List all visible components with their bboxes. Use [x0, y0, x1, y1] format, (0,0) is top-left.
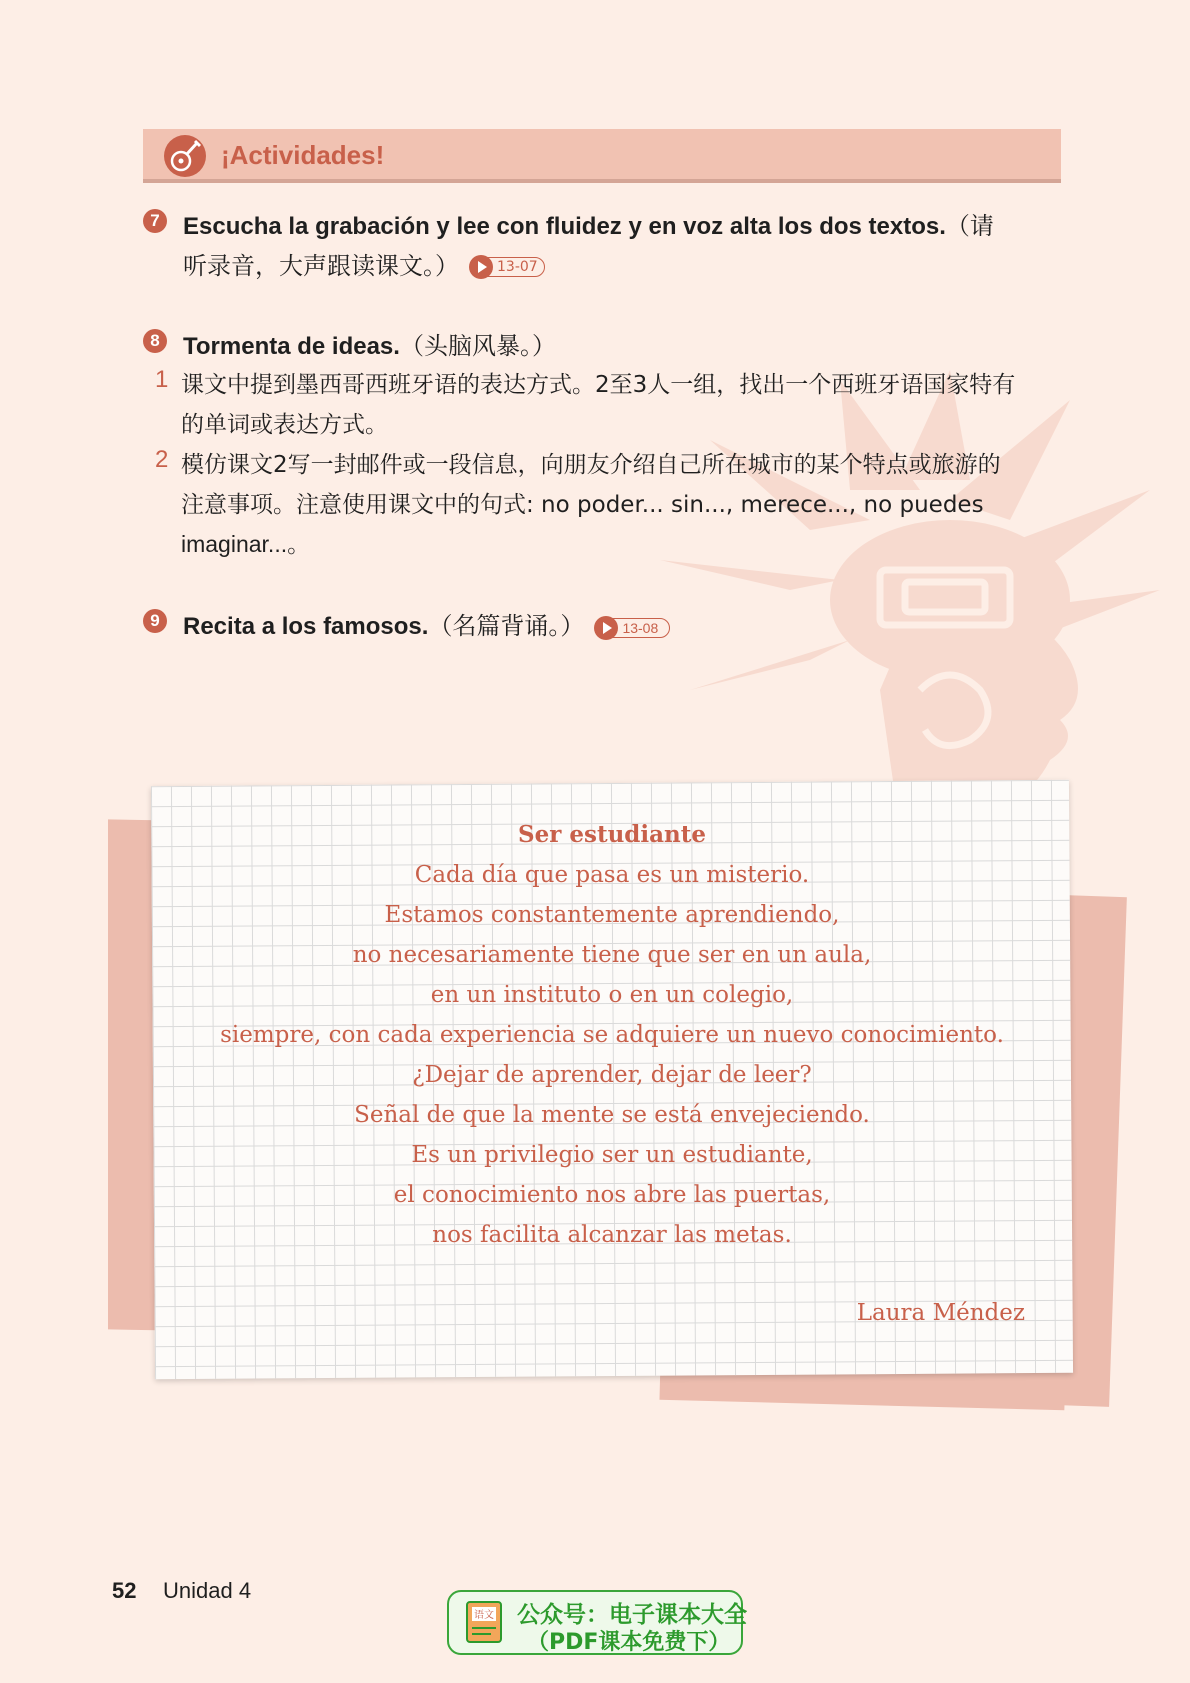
- section-title: ¡Actividades!: [221, 140, 385, 170]
- poem-line: Señal de que la mente se está envejeciendo.: [354, 1102, 870, 1128]
- guitar-icon: [163, 134, 207, 178]
- audio-code: 13-07: [497, 259, 538, 275]
- activity-9-translation: （名篇背诵。）: [428, 612, 585, 640]
- poem-line: no necesariamente tiene que ser en un aula,: [352, 942, 872, 968]
- activity-8-item-1-line1: 课文中提到墨西哥西班牙语的表达方式。2至3人一组，找出一个西班牙语国家特有: [181, 372, 1016, 398]
- activity-8-item-2-line1: 模仿课文2写一封邮件或一段信息，向朋友介绍自己所在城市的某个特点或旅游的: [181, 452, 1001, 478]
- stamp-line-2: （PDF课本免费下）: [527, 1630, 731, 1655]
- play-icon[interactable]: [469, 255, 493, 279]
- activity-8-item-2-line3: imaginar...。: [181, 531, 311, 557]
- activity-8-item-1-line2: 的单词或表达方式。: [181, 412, 388, 438]
- activity-number-8: 8: [143, 329, 167, 353]
- activity-number-7: 7: [143, 209, 167, 233]
- poem-line: ¿Dejar de aprender, dejar de leer?: [412, 1062, 812, 1088]
- mayan-head-illustration: [650, 360, 1170, 830]
- poem-title: Ser estudiante: [518, 821, 706, 848]
- poem-line: nos facilita alcanzar las metas.: [432, 1222, 792, 1248]
- activities-header: [143, 129, 1061, 183]
- poem-line: en un instituto o en un colegio,: [430, 982, 794, 1008]
- activity-9-heading: [183, 606, 672, 641]
- activity-8-translation: （头脑风暴。）: [399, 332, 556, 360]
- poem-line: Cada día que pasa es un misterio.: [414, 862, 810, 888]
- poem-line: el conocimiento nos abre las puertas,: [393, 1182, 831, 1208]
- unit-label: Unidad 4: [163, 1578, 252, 1603]
- page-number: 52: [112, 1578, 137, 1603]
- activity-8-item-index: 2: [155, 446, 169, 473]
- poem-line: Estamos constantemente aprendiendo,: [384, 902, 840, 928]
- activity-8-item-2-line2: 注意事项。注意使用课文中的句式: no poder... sin..., merece..., no puedes: [181, 492, 984, 518]
- activity-8-heading: [183, 326, 556, 361]
- poem-author: Laura Méndez: [856, 1300, 1025, 1326]
- activity-7-prompt: Escucha la grabación y lee con fluidez y en voz alta los dos textos.: [183, 213, 946, 240]
- audio-track-13-07[interactable]: [469, 255, 547, 279]
- activity-7-line2: [183, 246, 547, 281]
- book-logo-icon: [463, 1598, 507, 1650]
- activity-8-prompt: Tormenta de ideas.: [183, 333, 400, 360]
- activity-7-line1: [183, 206, 994, 241]
- poem-line: Es un privilegio ser un estudiante,: [411, 1142, 813, 1168]
- audio-track-13-08[interactable]: [594, 616, 672, 640]
- activity-number-9: 9: [143, 609, 167, 633]
- watermark-stamp: [447, 1590, 747, 1655]
- stamp-line-1: 公众号：电子课本大全: [517, 1602, 747, 1628]
- poem-line: siempre, con cada experiencia se adquiere un nuevo conocimiento.: [220, 1022, 1004, 1048]
- audio-code: 13-08: [622, 619, 659, 636]
- activity-7-translation-a: （请: [945, 212, 994, 240]
- activity-8-item-index: 1: [155, 366, 169, 393]
- stamp-logo-text: 语文: [474, 1610, 494, 1621]
- poem: [153, 815, 1071, 1255]
- activity-7-translation-b: 听录音，大声跟读课文。）: [183, 252, 459, 280]
- play-icon[interactable]: [594, 616, 618, 640]
- activity-9-prompt: Recita a los famosos.: [183, 613, 429, 640]
